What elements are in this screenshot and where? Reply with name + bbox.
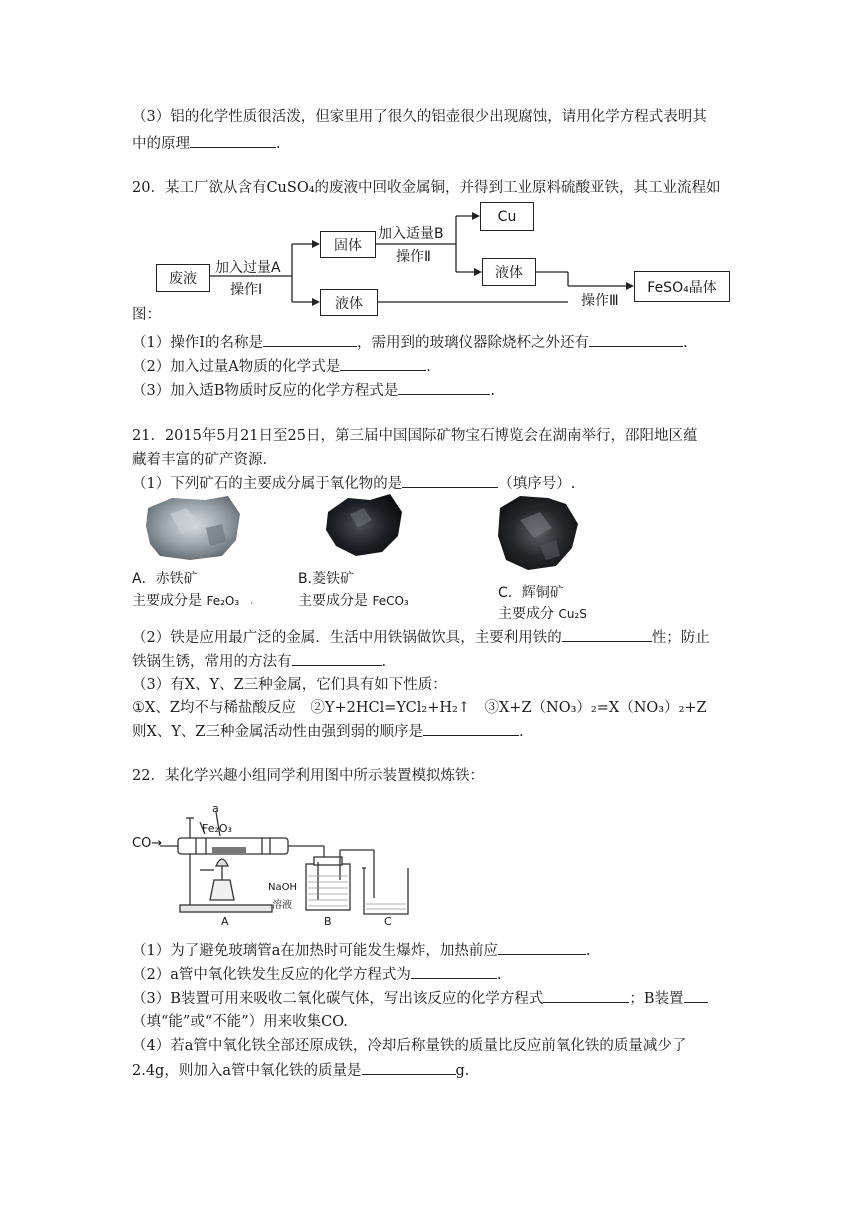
add-excess-a-label: 加入过量A bbox=[215, 260, 281, 276]
q21-stem-line1: 21．2015年5月21日至25日，第三届中国国际矿物宝石博览会在湖南举行，邵阳地区蕴 bbox=[132, 428, 698, 444]
solid-box: 固体 bbox=[320, 231, 376, 258]
ore-c-composition: 主要成分 Cu₂S bbox=[498, 606, 587, 622]
q20-part1: （1）操作Ⅰ的名称是 ，需用到的玻璃仪器除烧杯之外还有 . bbox=[132, 332, 688, 353]
liquid-box-upper: 液体 bbox=[482, 258, 536, 286]
stray-mark: ، bbox=[250, 596, 254, 607]
tube-a-label: a bbox=[212, 802, 219, 815]
apparatus-c-label: C bbox=[384, 915, 392, 928]
q20-stem: 20．某工厂欲从含有CuSO₄的废液中回收金属铜，并得到工业原料硫酸亚铁，其工业流程如 bbox=[132, 180, 721, 196]
feso4-crystal-box: FeSO₄晶体 bbox=[634, 271, 730, 302]
operation-3-label: 操作Ⅲ bbox=[581, 293, 619, 309]
solution-label: 溶液 bbox=[272, 900, 292, 911]
liquid-box-lower: 液体 bbox=[320, 289, 378, 316]
q22-part3-line1: （3）B装置可用来吸收二氧化碳气体，写出该反应的化学方程式 ；B装置 bbox=[132, 988, 708, 1009]
ore-c-name: C．辉铜矿 bbox=[498, 585, 564, 601]
q22-part1: （1）为了避免玻璃管a在加热时可能发生爆炸，加热前应 . bbox=[132, 940, 590, 961]
ore-a-name: A．赤铁矿 bbox=[132, 571, 198, 587]
ore-a-composition: 主要成分是 Fe₂O₃ bbox=[132, 593, 240, 609]
waste-liquid-box: 废液 bbox=[156, 264, 210, 292]
q19-part3-line2: 中的原理 . bbox=[132, 133, 281, 154]
q22-stem: 22．某化学兴趣小组同学利用图中所示装置模拟炼铁： bbox=[132, 768, 484, 784]
ore-b-name: B.菱铁矿 bbox=[298, 571, 355, 587]
answer-blank[interactable] bbox=[362, 1060, 456, 1075]
q21-part2-line1: （2）铁是应用最广泛的金属．生活中用铁锅做饮具，主要利用铁的 性；防止 bbox=[132, 627, 710, 648]
q21-part1: （1）下列矿石的主要成分属于氧化物的是 （填序号）. bbox=[132, 473, 575, 494]
answer-blank[interactable] bbox=[498, 940, 586, 955]
q22-part4-line1: （4）若a管中氧化铁全部还原成铁，冷却后称量铁的质量比反应前氧化铁的质量减少了 bbox=[132, 1038, 687, 1054]
operation-1-label: 操作Ⅰ bbox=[230, 282, 263, 298]
q21-part3: （3）有X、Y、Z三种金属，它们具有如下性质： bbox=[132, 677, 447, 693]
q21-part3-question: 则X、Y、Z三种金属活动性由强到弱的顺序是 . bbox=[132, 721, 524, 742]
q22-part2: （2）a管中氧化铁发生反应的化学方程式为 . bbox=[132, 964, 501, 985]
naoh-label: NaOH bbox=[268, 882, 297, 893]
copper-box: Cu bbox=[480, 202, 534, 231]
q20-part2: （2）加入过量A物质的化学式是 . bbox=[132, 356, 431, 377]
answer-blank[interactable] bbox=[684, 988, 708, 1003]
ore-b-composition: 主要成分是 FeCO₃ bbox=[298, 593, 409, 609]
q22-part3-line2: （填“能”或“不能”）用来收集CO. bbox=[132, 1014, 348, 1030]
apparatus-b-label: B bbox=[324, 915, 332, 928]
ore-c-formula: Cu₂S bbox=[558, 607, 587, 621]
ore-b-formula: FeCO₃ bbox=[372, 594, 409, 608]
answer-blank[interactable] bbox=[411, 964, 497, 979]
q22-part4-line2: 2.4g，则加入a管中氧化铁的质量是 g. bbox=[132, 1060, 469, 1081]
q21-part2-line2: 铁锅生锈，常用的方法有 . bbox=[132, 651, 386, 672]
q20-stem-end: 图： bbox=[132, 307, 161, 323]
q21-stem-line2: 藏着丰富的矿产资源. bbox=[132, 452, 268, 468]
ore-a-formula: Fe₂O₃ bbox=[206, 594, 240, 608]
q19-part3-line1: （3）铝的化学性质很活泼，但家里用了很久的铝壶很少出现腐蚀，请用化学方程式表明其 bbox=[132, 109, 707, 125]
q20-part3: （3）加入适B物质时反应的化学方程式是 . bbox=[132, 380, 495, 401]
q21-part3-facts: ①X、Z均不与稀盐酸反应 ②Y+2HCl=YCl₂+H₂↑ ③X+Z（NO₃）₂=X（NO₃）₂+Z bbox=[132, 700, 707, 716]
fe2o3-label: Fe₂O₃ bbox=[202, 822, 232, 835]
answer-blank[interactable] bbox=[543, 988, 629, 1003]
co-inlet-label: CO→ bbox=[132, 836, 163, 851]
add-moderate-b-label: 加入适量B bbox=[378, 226, 444, 242]
apparatus-a-label: A bbox=[221, 915, 229, 928]
operation-2-label: 操作Ⅱ bbox=[396, 249, 431, 265]
